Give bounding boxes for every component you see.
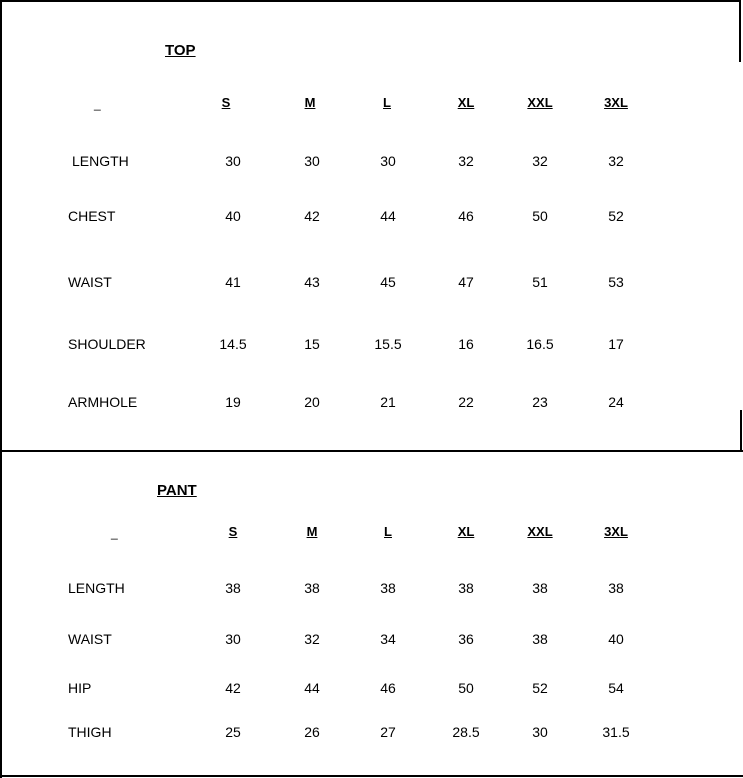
top-cell: 53 [608,274,624,290]
pant-cell: 26 [304,724,320,740]
frame-top-border [0,0,740,2]
top-cell: 52 [608,208,624,224]
top-cell: 20 [304,394,320,410]
pant-cell: 36 [458,631,474,647]
top-row-label-armhole: ARMHOLE [68,394,138,410]
top-size-xl: XL [457,95,475,110]
pant-size-xxl: XXL [527,524,553,539]
pant-size-s: S [228,524,238,539]
pant-row-label-thigh: THIGH [68,724,112,740]
top-size-m: M [304,95,316,110]
frame-left-border [0,0,2,778]
pant-size-l: L [384,524,392,539]
pant-cell: 38 [532,631,548,647]
top-cell: 47 [458,274,474,290]
pant-cell: 38 [458,580,474,596]
frame-right-border-upper [739,0,741,62]
top-cell: 44 [380,208,396,224]
pant-title: PANT [157,482,197,499]
pant-cell: 38 [608,580,624,596]
pant-cell: 54 [608,680,624,696]
pant-cell: 38 [532,580,548,596]
pant-cell: 40 [608,631,624,647]
top-cell: 16.5 [526,336,554,352]
top-cell: 30 [304,153,320,169]
pant-cell: 34 [380,631,396,647]
top-cell: 15.5 [374,336,402,352]
pant-cell: 46 [380,680,396,696]
top-row-label-shoulder: SHOULDER [68,336,146,352]
top-cell: 30 [225,153,241,169]
pant-corner-mark: _ [111,526,118,540]
pant-row-label-hip: HIP [68,680,92,696]
pant-size-3xl: 3XL [604,524,628,539]
top-size-xxl: XXL [527,95,553,110]
pant-cell: 38 [225,580,241,596]
top-size-s: S [221,95,231,110]
pant-cell: 44 [304,680,320,696]
pant-cell: 31.5 [602,724,630,740]
pant-cell: 38 [380,580,396,596]
top-cell: 24 [608,394,624,410]
pant-row-label-waist: WAIST [68,631,112,647]
top-corner-mark: _ [94,97,101,111]
top-cell: 14.5 [219,336,247,352]
top-cell: 40 [225,208,241,224]
top-cell: 46 [458,208,474,224]
top-cell: 23 [532,394,548,410]
pant-cell: 30 [532,724,548,740]
top-size-3xl: 3XL [604,95,628,110]
top-cell: 21 [380,394,396,410]
pant-cell: 52 [532,680,548,696]
pant-cell: 32 [304,631,320,647]
pant-cell: 25 [225,724,241,740]
section-divider [0,450,743,452]
pant-row-label-length: LENGTH [68,580,125,596]
pant-size-m: M [306,524,318,539]
top-row-label-length: LENGTH [72,153,129,169]
top-size-l: L [383,95,391,110]
top-cell: 22 [458,394,474,410]
top-cell: 30 [380,153,396,169]
top-cell: 15 [304,336,320,352]
frame-bottom-border [0,775,743,777]
top-title: TOP [165,42,196,59]
top-cell: 32 [532,153,548,169]
top-cell: 19 [225,394,241,410]
top-cell: 32 [608,153,624,169]
top-cell: 32 [458,153,474,169]
pant-cell: 28.5 [452,724,480,740]
pant-cell: 30 [225,631,241,647]
top-cell: 41 [225,274,241,290]
top-cell: 17 [608,336,624,352]
top-cell: 50 [532,208,548,224]
top-row-label-chest: CHEST [68,208,116,224]
pant-cell: 38 [304,580,320,596]
top-cell: 45 [380,274,396,290]
pant-cell: 27 [380,724,396,740]
frame-right-border-mid [740,410,742,452]
top-cell: 51 [532,274,548,290]
top-cell: 16 [458,336,474,352]
pant-cell: 50 [458,680,474,696]
top-cell: 43 [304,274,320,290]
top-cell: 42 [304,208,320,224]
pant-size-xl: XL [457,524,475,539]
top-row-label-waist: WAIST [68,274,112,290]
pant-cell: 42 [225,680,241,696]
